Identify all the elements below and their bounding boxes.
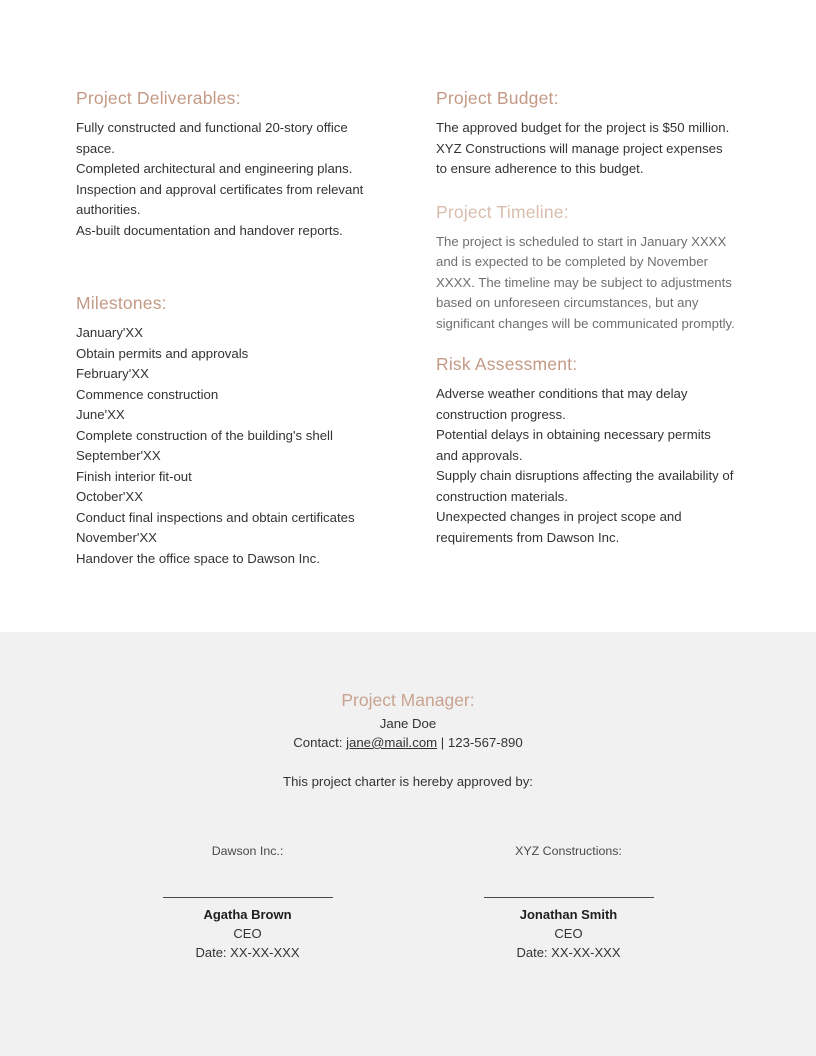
list-item: October'XX <box>76 489 144 504</box>
signatory-role: CEO <box>554 925 583 941</box>
list-item: Conduct final inspections and obtain certificates <box>76 509 355 525</box>
section-project-timeline <box>436 202 736 335</box>
deliverables-list <box>76 118 376 241</box>
section-risk-assessment <box>436 354 736 548</box>
risk-list <box>436 384 736 548</box>
list-item: Adverse weather conditions that may delay construction progress. <box>436 386 688 422</box>
signature-row <box>0 842 816 962</box>
contact-email-link[interactable]: jane@mail.com <box>346 734 438 750</box>
list-item: Potential delays in obtaining necessary permits and approvals. <box>436 427 711 463</box>
list-item: Unexpected changes in project scope and requirements from Dawson Inc. <box>436 509 682 545</box>
section-spacer <box>436 180 736 202</box>
list-item: Completed architectural and engineering plans. <box>76 161 353 176</box>
project-manager-contact <box>0 733 816 752</box>
signature-space[interactable] <box>124 860 371 897</box>
list-item: January'XX <box>76 325 144 340</box>
document-footer <box>0 632 816 1056</box>
list-item: As-built documentation and handover reports. <box>76 222 343 238</box>
timeline-heading: Project Timeline: <box>436 201 569 222</box>
two-column-layout <box>76 88 756 569</box>
signature-party-label: Dawson Inc.: <box>211 843 284 858</box>
section-project-budget <box>436 88 736 180</box>
timeline-text: The project is scheduled to start in January XXXX and is expected to be completed by November XXXX. The timeline may be subject to adjustments based on unforeseen circumstances, but any significant changes will be communicated promptly. <box>436 233 735 331</box>
left-column <box>76 88 376 569</box>
section-project-deliverables <box>76 88 376 241</box>
signatory-date: Date: XX-XX-XXX <box>516 944 621 960</box>
list-item: February'XX <box>76 366 149 381</box>
contact-phone: 123-567-890 <box>447 734 523 750</box>
list-item: Handover the office space to Dawson Inc. <box>76 550 320 566</box>
contact-separator: | <box>437 734 448 750</box>
list-item: Inspection and approval certificates from relevant authorities. <box>76 181 364 217</box>
signature-block-dawson <box>124 842 371 962</box>
project-manager-name: Jane Doe <box>379 715 437 731</box>
budget-text: The approved budget for the project is $50 million. XYZ Constructions will manage project expenses to ensure adherence to this budget. <box>436 120 730 176</box>
list-item: Finish interior fit-out <box>76 468 192 484</box>
signature-line <box>484 897 654 898</box>
approval-statement: This project charter is hereby approved by: <box>283 773 533 789</box>
deliverables-heading: Project Deliverables: <box>76 88 241 108</box>
signatory-date: Date: XX-XX-XXX <box>195 944 300 960</box>
list-item: November'XX <box>76 530 157 545</box>
list-item: Obtain permits and approvals <box>76 345 249 361</box>
signatory-name: Jonathan Smith <box>519 906 618 922</box>
list-item: Supply chain disruptions affecting the availability of construction materials. <box>436 468 734 504</box>
project-manager-heading: Project Manager: <box>341 690 475 710</box>
section-spacer <box>76 241 376 293</box>
list-item: September'XX <box>76 448 161 463</box>
milestones-heading: Milestones: <box>76 293 167 313</box>
milestones-list <box>76 323 376 569</box>
signatory-role: CEO <box>233 925 262 941</box>
section-milestones <box>76 293 376 569</box>
budget-heading: Project Budget: <box>436 88 559 108</box>
contact-label: Contact: <box>293 734 347 750</box>
list-item: June'XX <box>76 407 125 422</box>
signatory-name: Agatha Brown <box>203 906 292 922</box>
section-spacer <box>436 334 736 354</box>
risk-heading: Risk Assessment: <box>436 354 578 374</box>
list-item: Complete construction of the building's shell <box>76 427 333 443</box>
list-item: Commence construction <box>76 386 219 402</box>
signature-party-label: XYZ Constructions: <box>515 843 622 858</box>
right-column <box>436 88 736 548</box>
signature-block-xyz <box>445 842 692 962</box>
list-item: Fully constructed and functional 20-story office space. <box>76 120 348 156</box>
signature-line <box>163 897 333 898</box>
signature-space[interactable] <box>445 860 692 897</box>
